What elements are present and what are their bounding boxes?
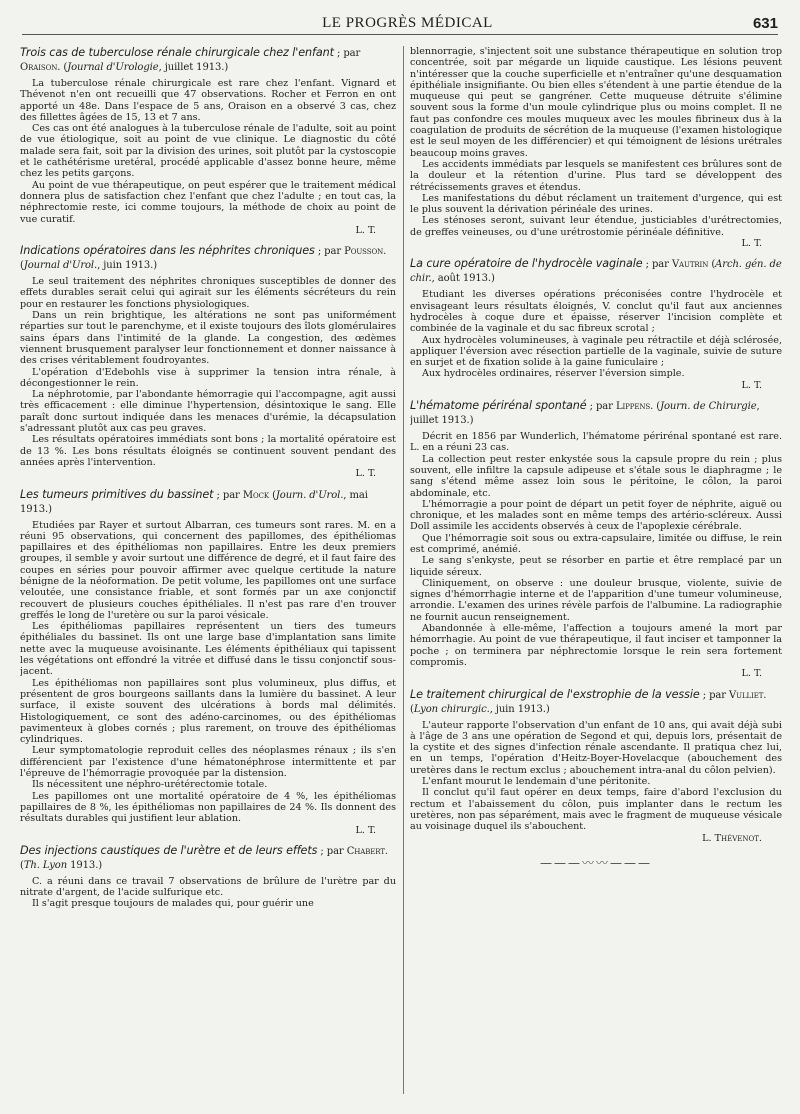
article-journal: Journ. d'Urol. (275, 489, 344, 501)
article-title (410, 688, 782, 716)
article-date: , août 1913.) (431, 273, 495, 285)
article-signature: L. T. (355, 824, 376, 836)
source-prefix: ; par (317, 845, 347, 857)
article-paragraph: Les épithéliomas non papillaires sont plus volumineux, plus diffus, et présentent de gros bourgeons saillants dans la lumière du bassinet. A leur surface, il existe souvent des ulcérations à bords mal délimités. Histologiquement, ce sont des adéno-carcinomes, ou des épithéliomas pavimenteux à globes cornés ; plus rarement, on trouve des épithéliomas cylindriques. (20, 677, 396, 746)
article-paragraph: Abandonnée à elle-même, l'affection a toujours amené la mort par hémorrhagie. Au point de vue thérapeutique, il faut inciser et tamponner la poche ; on terminera par néphrectomie lorsque le rein sera fortement compromis. (410, 623, 782, 668)
article-paragraph: C. a réuni dans ce travail 7 observations de brûlure de l'urètre par du nitrate d'argent, de l'acide sulfurique etc. (20, 875, 396, 899)
article-paragraph: La néphrotomie, par l'abondante hémorragie qui l'accompagne, agit aussi très efficacement : elle diminue l'hypertension, désintoxique le sang. Elle paraît donc surtout indiquée dans les menaces d'urémie, la décapsulation s'adressant plutôt aux cas peu graves. (20, 389, 396, 435)
article-date: , juin 1913.) (489, 703, 550, 715)
article-author: Lippens (615, 401, 651, 413)
article-paragraph: Cliniquement, on observe : une douleur brusque, violente, suivie de signes d'hémorrhagie interne et de l'apparition d'une tumeur volumineuse, arrondie. L'examen des urines révèle parfois de l'albumine. La radiographie ne fournit aucun renseignement. (410, 577, 782, 623)
source-sep: . ( (650, 401, 661, 413)
right-column (410, 46, 782, 1094)
article-title (410, 257, 782, 285)
source-sep: ( (269, 489, 276, 501)
article-paragraph: Que l'hémorragie soit sous ou extra-capsulaire, limitée ou diffuse, le rein est comprimé, anémié. (410, 532, 782, 555)
article-heading: Des injections caustiques de l'urètre et de leurs effets (20, 843, 318, 857)
source-sep: . ( (410, 689, 767, 715)
article (410, 399, 782, 680)
article-date: , juillet 1913.) (158, 62, 229, 73)
article-paragraph: Aux hydrocèles ordinaires, réserver l'éversion simple. (422, 368, 685, 380)
article-heading: La cure opératoire de l'hydrocèle vaginale (410, 257, 643, 271)
article-title (410, 399, 782, 427)
article-date: , juillet 1913.) (410, 401, 760, 427)
article-paragraph: Ils nécessitent une néphro-urétérectomie totale. (32, 779, 268, 791)
article-heading: Trois cas de tuberculose rénale chirurgicale chez l'enfant (20, 46, 334, 59)
article (410, 46, 782, 249)
article-author: Oraison (20, 62, 58, 73)
article (20, 488, 396, 836)
article-paragraph: Le seul traitement des néphrites chroniques susceptibles de donner des effets durables serait celui qui agirait sur les éléments sécréteurs du rein pour en restaurer les fonctions physiologiques. (20, 276, 396, 310)
article-journal: Lyon chirurgic. (413, 703, 490, 715)
article-heading: Le traitement chirurgical de l'exstrophie de la vessie (410, 687, 700, 701)
article-paragraph: Ces cas ont été analogues à la tuberculose rénale de l'adulte, soit au point de vue étiologique, soit au point de vue clinique. Le diagnostic du côté malade sera fait, soit par la division des urines, soit plutôt par la cystoscopie et le cathétérisme uretéral, procédé applicable d'assez bonne heure, même chez les petits garçons. (20, 123, 396, 180)
article-paragraph: L'enfant mourut le lendemain d'une péritonite. (422, 776, 651, 788)
article-author: Chabert (346, 845, 385, 857)
article (20, 244, 396, 479)
article-paragraph: Les sténoses seront, suivant leur étendue, justiciables d'urétrectomies, de greffes veineuses, ou d'une urétrostomie périnéale définitive. (410, 215, 782, 238)
article-paragraph: Il conclut qu'il faut opérer en deux temps, faire d'abord l'exclusion du rectum et l'abaissement du côlon, puis implanter dans le rectum les uretères, non pas séparément, mais avec le fragment de muqueuse vésicale au voisinage duquel ils s'abouchent. (410, 787, 782, 833)
source-prefix: ; par (642, 259, 672, 271)
continued-paragraph: blennorragie, s'injectent soit une substance thérapeutique en solution trop concentrée, soit par mégarde un liquide caustique. Les lésions peuvent n'intéresser que la couche superficielle et n'entraîner qu'une desquamation épithéliale insignifiante. Ou bien elles s'étendent à une partie étendue de la muqueuse qui peut se gangréner. Cette muqueuse détruite s'élimine souvent sous la forme d'un moule cylindrique plus ou moins complet. Il ne faut pas confondre ces moules muqueux avec les moules fibrineux dus à la coagulation de produits de sécrétion de la muqueuse (l'examen histologique est le seul moyen de les différencier) et qui témoignent de lésions urétrales beaucoup moins graves. (410, 46, 782, 159)
article-paragraph: Au point de vue thérapeutique, on peut espérer que le traitement médical donnera plus de satisfaction chez l'enfant que chez l'adulte ; en tout cas, la néphrectomie reste, ici comme toujours, la méthode de choix au point de vue curatif. (20, 179, 396, 225)
article-journal: Journal d'Urologie (67, 62, 159, 73)
article-journal: Th. Lyon (23, 859, 68, 871)
article-author: Mock (242, 489, 269, 501)
article-signature: L. T. (741, 379, 762, 391)
article-paragraph: Etudiées par Rayer et surtout Albarran, ces tumeurs sont rares. M. en a réuni 95 observations, qui concernent des papillomes, des épithéliomas papillaires et des épithéliomas non papillaires. Entre les deux premiers groupes, il semble y avoir surtout une différence de degré, et il faut faire des coupes en séries pour pouvoir affirmer avec quelque certitude la nature bénigne de la néoformation. De petit volume, les papillomes ont une surface veloutée, une consistance friable, et sont formés par un axe conjonctif recouvert de plusieurs couches épithéliales. Il n'est pas rare d'en trouver greffés le long de l'uretère ou sur la paroi vésicale. (20, 519, 396, 621)
article-paragraph: Aux hydrocèles volumineuses, à vaginale peu rétractile et déjà sclérosée, appliquer l'éversion avec résection partielle de la vaginale, suivie de suture en surjet et de fixation solide à la gaine funiculaire ; (410, 334, 782, 369)
article-paragraph: Les accidents immédiats par lesquels se manifestent ces brûlures sont de la douleur et la rétention d'urine. Plus tard se développent des rétrécissements graves et étendus. (410, 158, 782, 193)
source-prefix: ; par (314, 246, 345, 258)
article (20, 844, 396, 910)
left-column (20, 46, 396, 1094)
article-title (20, 844, 396, 872)
article-author: Vulliet (729, 689, 764, 701)
article-paragraph: Les épithéliomas papillaires représentent un tiers des tumeurs épithéliales du bassinet. Ils ont une large base d'implantation sans limite nette avec la muqueuse avoisinante. Les éléments épithéliaux qui tapissent les végétations ont effondré la vitrée et diffusé dans le tissu conjonctif sous-jacent. (20, 621, 396, 678)
article-title (20, 488, 396, 516)
article-paragraph: Le sang s'enkyste, peut se résorber en partie et être remplacé par un liquide séreux. (410, 555, 782, 578)
article-paragraph: Il s'agit presque toujours de malades qui, pour guérir une (32, 898, 314, 910)
article-date: 1913.) (67, 859, 103, 871)
article-paragraph: Les manifestations du début réclament un traitement d'urgence, qui est le plus souvent la dérivation périnéale des urines. (410, 192, 782, 216)
source-sep: . ( (20, 246, 387, 272)
source-prefix: ; par (213, 489, 243, 501)
article-paragraph: Leur symptomatologie reproduit celles des néoplasmes rénaux ; ils s'en différencient par l'existence d'une hématonéphrose intermittente et par l'épreuve de l'hémorragie provoquée par la distension. (20, 745, 396, 780)
article (20, 46, 396, 236)
page-header (22, 12, 778, 35)
end-ornament: ———〰〰——— (539, 855, 652, 870)
source-prefix: ; par (333, 48, 361, 59)
source-prefix: ; par (699, 689, 730, 701)
column-divider (403, 46, 404, 1094)
article-author: Vautrin (671, 259, 709, 271)
article-signature: L. T. (741, 668, 762, 680)
article-title (20, 46, 396, 74)
article-heading: L'hématome périrénal spontané (410, 399, 587, 413)
article-paragraph: Dans un rein brightique, les altérations ne sont pas uniformément réparties sur tout le parenchyme, et il existe toujours des îlots glomérulaires sains épars dans l'intimité de la glande. La congestion, des œdèmes viennent brusquement paralyser leur fonctionnement et donner naissance à des crises véritablement foudroyantes. (20, 310, 396, 367)
article-author: Pousson (344, 246, 384, 258)
journal-title: LE PROGRÈS MÉDICAL (322, 14, 493, 31)
article-paragraph: L'hémorragie a pour point de départ un petit foyer de néphrite, aiguë ou chronique, et les malades sont en même temps des artério-scléreux. Aussi Doll assimile les accidents observés à ceux de l'apoplexie cérébrale. (410, 498, 782, 533)
article-journal: Journ. de Chirurgie (660, 401, 757, 413)
article-journal: Journal d'Urol. (23, 260, 98, 272)
article-signature: L. T. (355, 468, 376, 480)
article-paragraph: Décrit en 1856 par Wunderlich, l'hématome périrénal spontané est rare. L. en a réuni 23 cas. (410, 431, 782, 454)
source-sep: . ( (57, 62, 68, 73)
article-signature: L. T. (355, 224, 376, 236)
article-journal: Arch. gén. de chir. (410, 259, 782, 285)
article-paragraph: La collection peut rester enkystée sous la capsule propre du rein ; plus souvent, elle infiltre la capsule adipeuse et s'étale sous le diaphragme ; le sang s'étend même assez loin sous le péritoine, le côlon, la paroi abdominale, etc. (410, 453, 782, 499)
article-heading: Les tumeurs primitives du bassinet (20, 487, 214, 501)
article-paragraph: Etudiant les diverses opérations préconisées contre l'hydrocèle et envisageant leurs résultats éloignés, V. conclut qu'il faut aux anciennes hydrocèles à coque dure et épaisse, réserver l'incision complète et combinée de la vaginale et du sac fibreux scrotal ; (410, 289, 782, 335)
article-paragraph: Les résultats opératoires immédiats sont bons ; la mortalité opératoire est de 13 %. Les bons résultats éloignés se continuent souvent pendant des années après l'intervention. (20, 434, 396, 468)
article-signature: L. T. (741, 238, 762, 250)
article (410, 688, 782, 844)
article-paragraph: L'opération d'Edebohls vise à supprimer la tension intra rénale, à décongestionner le rein. (20, 366, 396, 389)
article-signature: L. Thévenot. (702, 832, 762, 844)
article-heading: Indications opératoires dans les néphrites chroniques (20, 244, 315, 258)
article-paragraph: L'auteur rapporte l'observation d'un enfant de 10 ans, qui avait déjà subi à l'âge de 3 ans une opération de Segond et qui, depuis lors, présentait de la cystite et des signes d'infection rénale ascendante. Il pratiqua chez lui, en un temps, l'opération d'Heitz-Boyer-Hovelacque (abouchement des uretères dans le rectum exclus ; abouchement intra-anal du côlon pelvien). (410, 719, 782, 776)
article-title (20, 244, 396, 272)
source-prefix: ; par (586, 401, 616, 413)
source-sep: ( (708, 259, 716, 271)
article-date: , juin 1913.) (97, 260, 158, 272)
article-paragraph: Les papillomes ont une mortalité opératoire de 4 %, les épithéliomas papillaires de 8 %, les épithéliomas non papillaires de 24 %. Ils donnent des résultats durables qui justifient leur ablation. (20, 790, 396, 825)
article-date: , mai 1913.) (20, 489, 368, 515)
article-paragraph: La tuberculose rénale chirurgicale est rare chez l'enfant. Vignard et Thévenot n'en ont recueilli que 47 observations. Rocher et Ferron en ont apporté un 48e. Dans l'espace de 5 ans, Oraison en a observé 3 cas, chez des fillettes âgées de 15, 13 et 7 ans. (20, 78, 396, 123)
source-sep: . ( (20, 845, 388, 871)
page-number: 631 (752, 14, 778, 32)
article (410, 257, 782, 391)
